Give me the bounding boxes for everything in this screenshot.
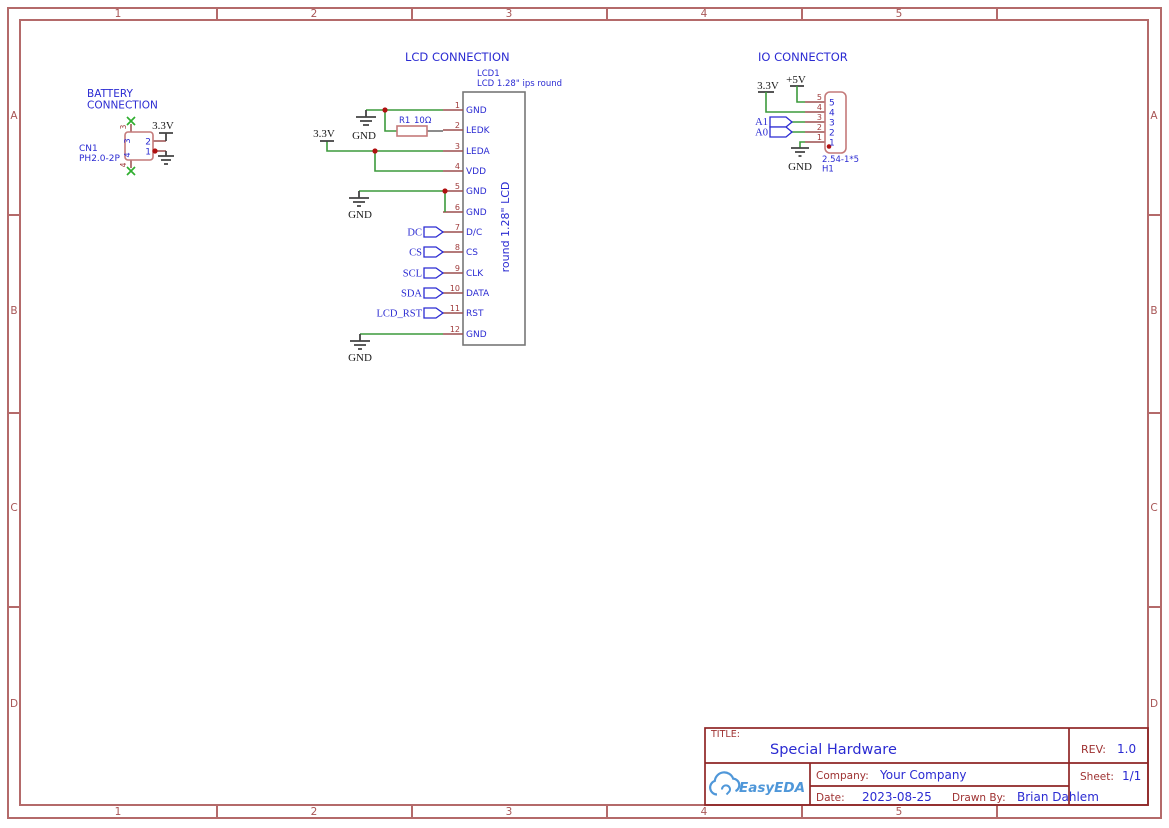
power-net-label: 3.3V: [757, 80, 779, 92]
pin-name: RST: [466, 309, 484, 319]
ground-net-label: GND: [348, 352, 372, 364]
junction-dot: [382, 107, 387, 112]
company-label: Company:: [816, 770, 869, 782]
frame-col-label-top: 2: [310, 8, 318, 20]
frame-col-label-bottom: 4: [700, 806, 708, 818]
pin-name: LEDK: [466, 126, 490, 136]
net-flag[interactable]: [770, 127, 792, 137]
easyeda-logo-text: EasyEDA: [739, 780, 806, 796]
resistor-body[interactable]: [397, 126, 427, 136]
battery-pad-number: 4: [119, 162, 128, 168]
battery-pin-number: 2: [145, 137, 151, 148]
drawn-by-label: Drawn By:: [952, 792, 1006, 804]
frame-row-label-left: A: [10, 110, 18, 122]
rev-label: REV:: [1081, 743, 1106, 756]
power-net-label: 3.3V: [152, 120, 174, 132]
pin-number: 3: [454, 142, 460, 151]
frame-inner-border: [20, 20, 1148, 805]
battery-pin-number: 1: [145, 147, 151, 158]
junction-dot: [372, 148, 377, 153]
sheet-value: 1/1: [1122, 769, 1142, 783]
pin-number: 3: [816, 113, 822, 122]
frame-col-label-bottom: 1: [114, 806, 122, 818]
ground-icon: [350, 334, 370, 349]
io-pin-stubs: [805, 102, 825, 142]
net-flag-label: LCD_RST: [376, 308, 422, 320]
pin-name: D/C: [466, 228, 483, 238]
frame-row-label-right: C: [1150, 502, 1158, 514]
battery-pin-number: 3: [123, 138, 132, 144]
net-flag-label: CS: [409, 247, 422, 259]
pin-name: CS: [466, 248, 478, 258]
net-flag-label: A0: [755, 127, 768, 139]
net-flag[interactable]: [424, 268, 443, 278]
pin-name: LEDA: [466, 147, 490, 157]
sheet-frame: [8, 8, 1161, 818]
pin-name: CLK: [466, 269, 484, 279]
lcd-section-heading: LCD CONNECTION: [405, 50, 510, 64]
drawn-by-value: Brian Dahlem: [1017, 790, 1099, 804]
frame-labels: [10, 8, 1158, 818]
pin-number: 4: [829, 108, 835, 119]
frame-col-label-bottom: 5: [895, 806, 903, 818]
pin-number: 4: [454, 162, 460, 171]
pin-number: 5: [454, 182, 460, 191]
pin-name: GND: [466, 187, 487, 197]
io-pad-numbers: [817, 93, 822, 142]
net-flag[interactable]: [424, 247, 443, 257]
pin-number: 12: [449, 325, 460, 334]
pin-number: 6: [454, 203, 460, 212]
battery-section-heading: CONNECTION: [87, 99, 158, 112]
easyeda-cloud-icon: [710, 772, 739, 794]
battery-refdes: CN1: [79, 144, 98, 154]
frame-col-label-top: 5: [895, 8, 903, 20]
rev-value: 1.0: [1117, 742, 1137, 756]
net-flag[interactable]: [424, 308, 443, 318]
power-net-label: 3.3V: [313, 128, 335, 140]
pin-number: 9: [454, 264, 460, 273]
io-pin-numbers: [829, 99, 835, 149]
resistor-refdes: R1: [399, 116, 411, 126]
frame-col-label-bottom: 3: [505, 806, 513, 818]
power-bar-icon: [159, 133, 173, 141]
title-block: [705, 728, 1148, 805]
pin-number: 2: [454, 121, 460, 130]
lcd-body-label: round 1.28" LCD: [499, 181, 512, 273]
battery-pin-number: 4: [123, 152, 132, 158]
frame-col-label-top: 4: [700, 8, 708, 20]
ground-icon: [158, 151, 174, 164]
title-label: TITLE:: [711, 729, 740, 740]
net-flag-label: DC: [407, 227, 422, 239]
lcd-connection-section: [313, 50, 562, 364]
pin-name: GND: [466, 208, 487, 218]
lcd-description: LCD 1.28" ips round: [477, 79, 563, 89]
frame-ticks: [8, 8, 1161, 818]
pin-number: 1: [454, 101, 460, 110]
net-flag[interactable]: [770, 117, 792, 127]
easyeda-cloud-swirl-icon: [722, 785, 730, 794]
pin-number: 5: [829, 98, 835, 109]
io-footprint: 2.54-1*5: [822, 155, 860, 165]
net-flag-label: A1: [755, 117, 768, 128]
frame-row-label-right: D: [1149, 698, 1159, 710]
io-refdes: H1: [822, 164, 834, 175]
ground-net-label: GND: [352, 130, 376, 142]
frame-col-label-top: 3: [505, 8, 513, 20]
frame-col-label-bottom: 2: [310, 806, 318, 818]
pin-name: GND: [466, 330, 487, 340]
lcd-refdes: LCD1: [477, 69, 500, 79]
no-connect-x-icon: [127, 117, 135, 125]
pin-number: 5: [816, 93, 822, 102]
date-label: Date:: [816, 792, 845, 804]
frame-outer-border: [8, 8, 1161, 818]
frame-row-label-left: D: [9, 698, 19, 710]
pin-number: 1: [816, 133, 822, 142]
lcd-net-flags: [376, 227, 443, 320]
sheet-label: Sheet:: [1080, 771, 1114, 783]
net-flag-label: SDA: [400, 288, 422, 300]
pin-number: 10: [449, 284, 460, 293]
net-flag-label: SCL: [402, 268, 422, 280]
ground-net-label: GND: [348, 209, 372, 221]
schematic-title: Special Hardware: [770, 742, 897, 758]
frame-row-label-right: B: [1150, 305, 1158, 317]
pin-number: 8: [454, 243, 460, 252]
wire: [327, 110, 445, 334]
no-connect-x-icon: [127, 167, 135, 175]
pin-number: 1: [829, 138, 835, 149]
pin-name: DATA: [466, 289, 490, 299]
io-section-heading: IO CONNECTOR: [758, 50, 848, 64]
ground-net-label: GND: [788, 161, 812, 173]
lcd-pin-stubs: [443, 110, 463, 334]
ground-icon: [356, 110, 376, 125]
frame-col-label-top: 1: [114, 8, 122, 20]
pin-name: VDD: [466, 167, 487, 177]
easyeda-logo: [710, 772, 805, 796]
net-flag[interactable]: [424, 227, 443, 237]
power-net-label: +5V: [786, 74, 806, 86]
date-value: 2023-08-25: [862, 790, 932, 804]
battery-connection-section: [79, 88, 174, 175]
junction-dot: [152, 148, 157, 153]
ground-icon: [349, 191, 369, 206]
company-value: Your Company: [880, 768, 967, 782]
pin-number: 3: [829, 118, 835, 129]
junction-dot: [442, 188, 447, 193]
pin-name: GND: [466, 106, 487, 116]
frame-row-label-left: B: [10, 305, 18, 317]
pin-number: 4: [816, 103, 822, 112]
frame-row-label-right: A: [1150, 110, 1158, 122]
lcd-pin-numbers: [450, 101, 460, 334]
net-flag[interactable]: [424, 288, 443, 298]
battery-section-heading: BATTERY: [87, 88, 133, 100]
resistor-value: 10Ω: [414, 116, 432, 126]
battery-footprint: PH2.0-2P: [79, 154, 120, 164]
pin-number: 11: [449, 304, 460, 313]
pin-number: 7: [454, 223, 460, 232]
frame-row-label-left: C: [10, 502, 18, 514]
ground-icon: [791, 148, 809, 156]
pin-number: 2: [816, 123, 822, 132]
pin-number: 2: [829, 128, 835, 139]
io-connector-section: [755, 50, 859, 175]
battery-pad-number: 3: [119, 124, 128, 130]
